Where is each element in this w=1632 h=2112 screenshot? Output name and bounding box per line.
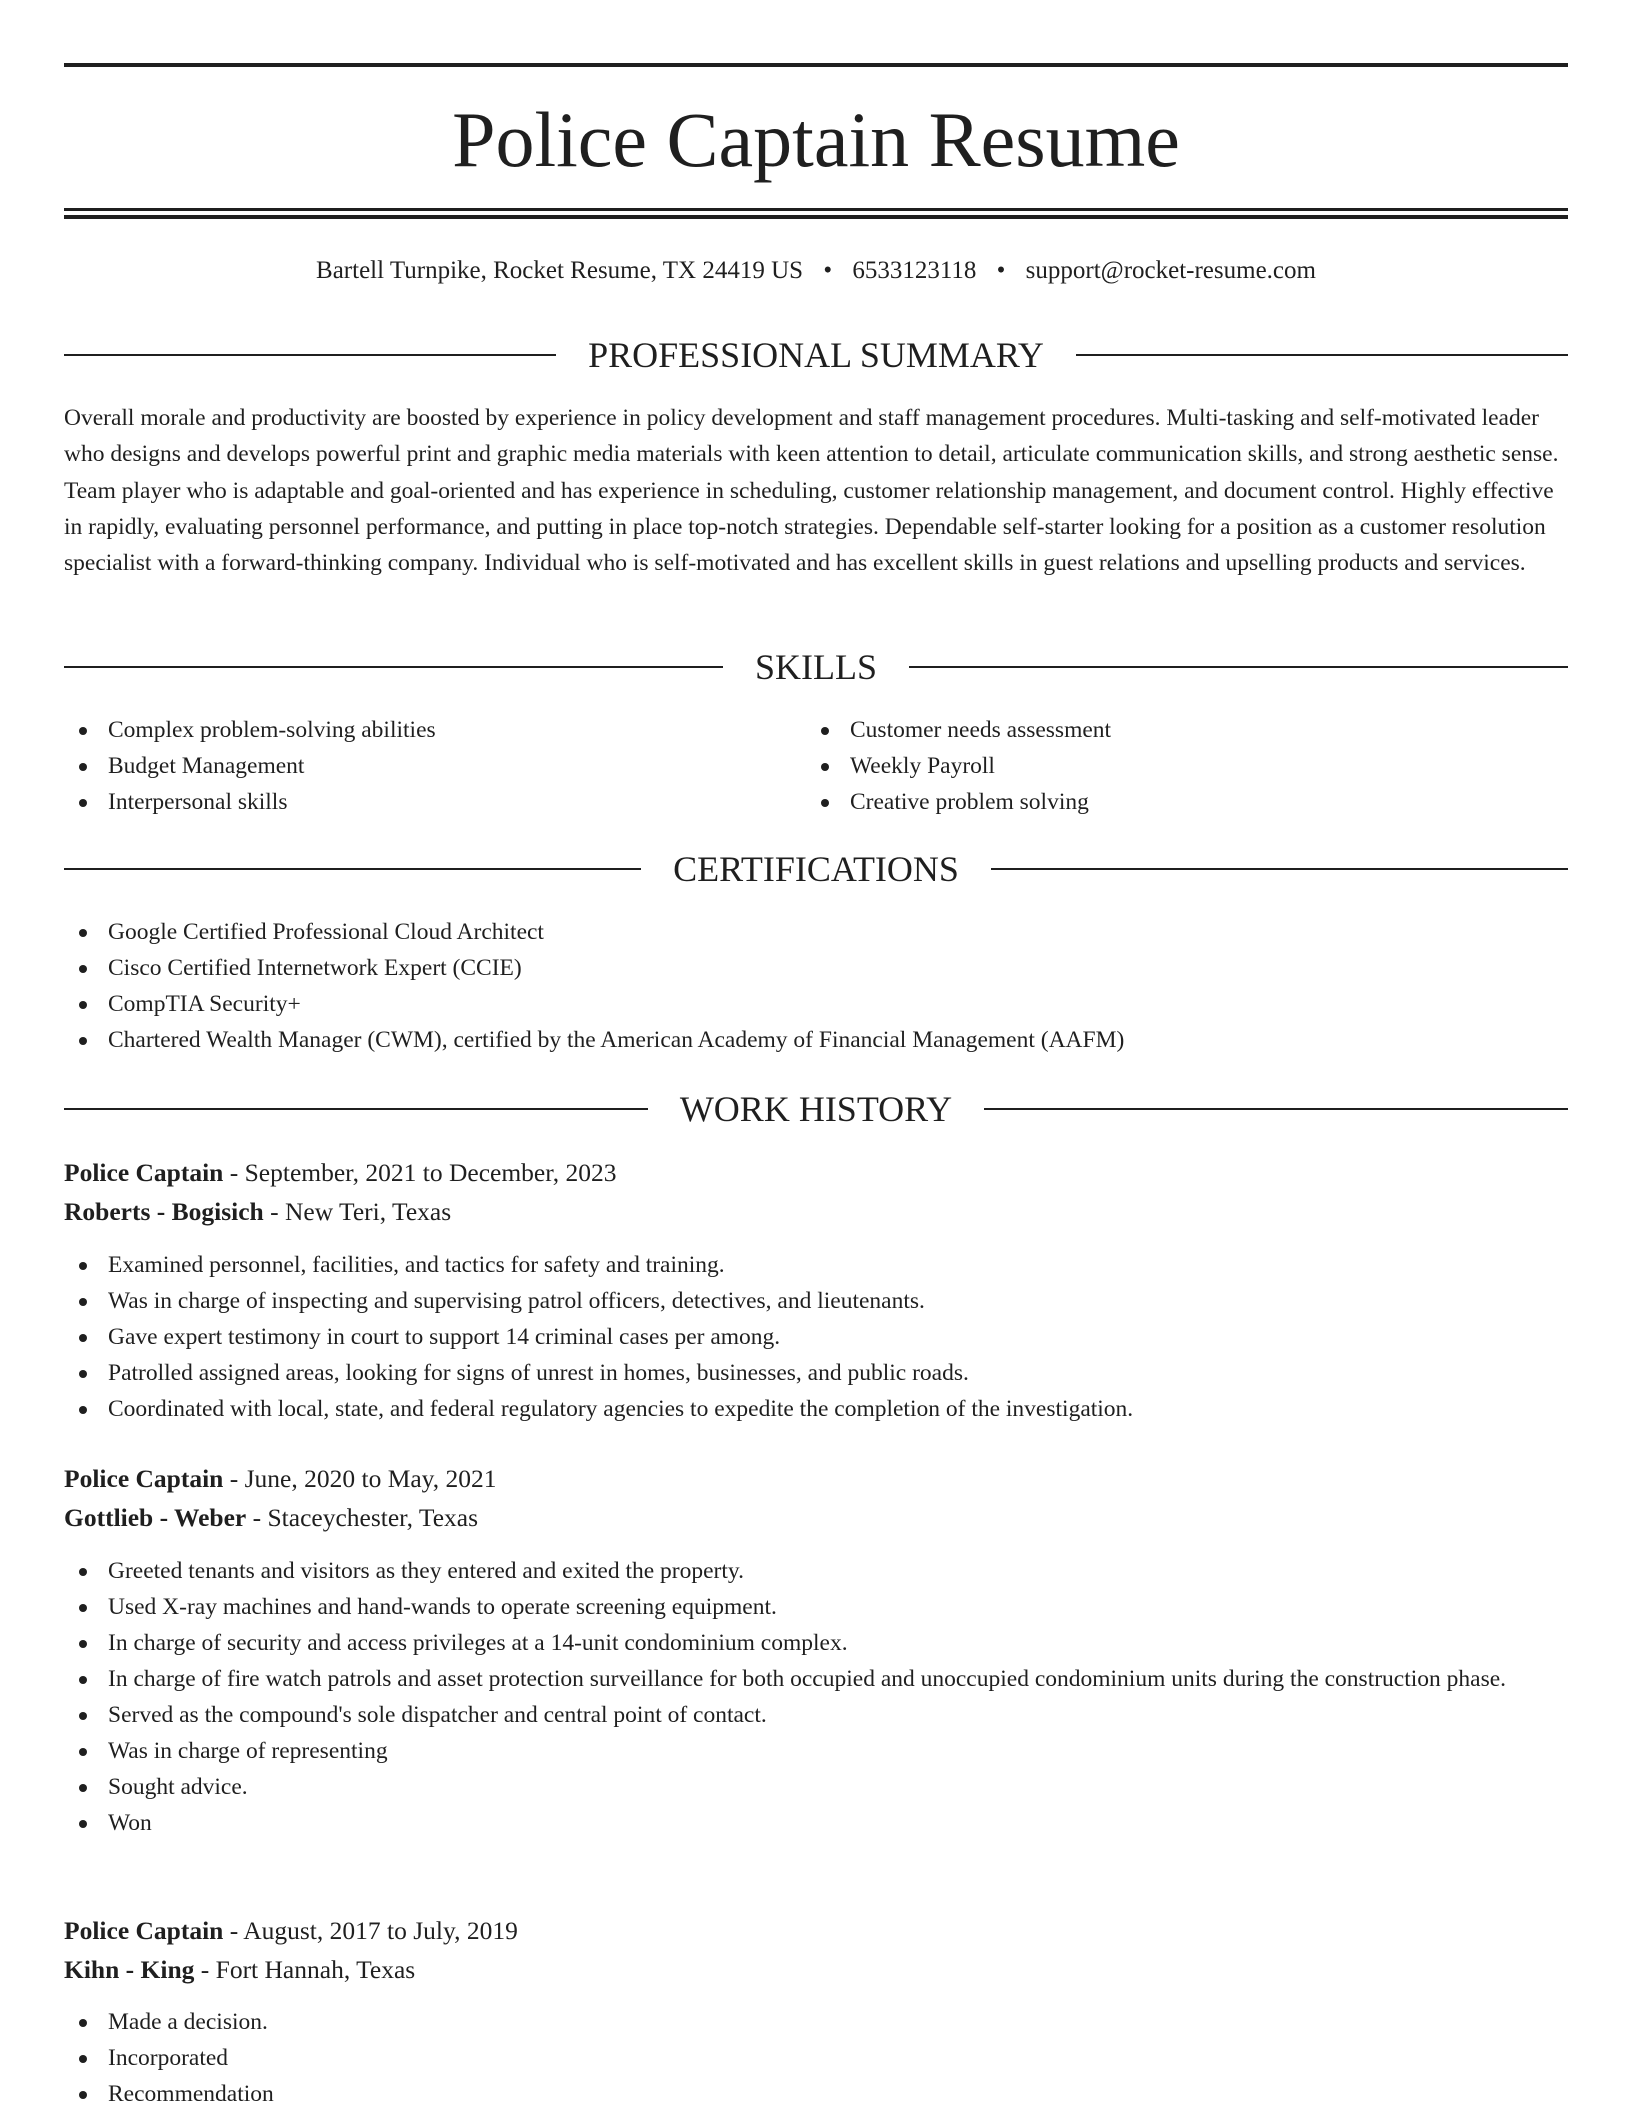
job-entry (64, 1459, 1568, 1537)
job-title-line (64, 1153, 1568, 1192)
heading-rule-right (1076, 354, 1568, 356)
job-company-line (64, 1192, 1568, 1231)
job-entry (64, 1153, 1568, 1231)
section-heading-certifications (64, 847, 1568, 891)
job-title-line (64, 1911, 1568, 1950)
skill-item: Weekly Payroll (806, 748, 1506, 784)
job-company: Kihn - King (64, 1955, 195, 1984)
job-dates: - August, 2017 to July, 2019 (223, 1916, 518, 1945)
separator-dot: • (823, 257, 833, 284)
section-heading-summary (64, 333, 1568, 377)
job-bullet: Made a decision. (64, 2004, 1568, 2040)
contact-line (64, 254, 1568, 288)
skills-list-right (806, 712, 1506, 820)
section-title: WORK HISTORY (679, 1089, 953, 1129)
contact-email: support@rocket-resume.com (1025, 257, 1316, 284)
certifications-list (64, 914, 1568, 1058)
job-bullet: Was in charge of representing (64, 1733, 1568, 1769)
job-title: Police Captain (64, 1158, 224, 1187)
heading-rule-left (64, 666, 723, 668)
contact-address: Bartell Turnpike, Rocket Resume, TX 24419 US (316, 257, 804, 284)
summary-text: Overall morale and productivity are boosted by experience in policy development and staff management procedures. Multi-tasking and self-motivated leader who designs and develops powerful print and graphic media materials with keen attention to detail, articulate communication skills, and strong aesthetic sense. Team player who is adaptable and goal-oriented and has experience in scheduling, customer relationship management, and document control. Highly effective in rapidly, evaluating personnel performance, and putting in place top-notch strategies. Dependable self-starter looking for a position as a customer resolution specialist with a forward-thinking company. Individual who is self-motivated and has excellent skills in guest relations and upselling products and services. (64, 405, 1559, 577)
job-bullet: Recommendation (64, 2076, 1568, 2112)
skill-item: Budget Management (64, 748, 764, 784)
heading-rule-right (984, 1108, 1568, 1110)
heading-rule-right (991, 868, 1568, 870)
section-heading-work-history (64, 1087, 1568, 1131)
job-dates: - June, 2020 to May, 2021 (223, 1464, 497, 1493)
job-bullet: Was in charge of inspecting and supervising patrol officers, detectives, and lieutenants. (64, 1283, 1568, 1319)
skill-item: Complex problem-solving abilities (64, 712, 764, 748)
job-bullets (64, 2004, 1568, 2112)
job-company-line (64, 1498, 1568, 1537)
section-heading-skills (64, 645, 1568, 689)
top-rule (64, 63, 1568, 67)
separator-dot: • (996, 257, 1006, 284)
section-title: PROFESSIONAL SUMMARY (588, 335, 1044, 375)
skill-item: Creative problem solving (806, 784, 1506, 820)
skill-item: Interpersonal skills (64, 784, 764, 820)
section-title: CERTIFICATIONS (673, 849, 959, 889)
job-bullet: Sought advice. (64, 1769, 1568, 1805)
section-title: SKILLS (755, 647, 878, 687)
job-location: - Fort Hannah, Texas (194, 1955, 416, 1984)
job-bullet: Patrolled assigned areas, looking for signs of unrest in homes, businesses, and public roads. (64, 1355, 1568, 1391)
job-company: Roberts - Bogisich (64, 1197, 264, 1226)
job-dates: - September, 2021 to December, 2023 (223, 1158, 617, 1187)
job-bullets (64, 1247, 1568, 1427)
skills-list-left (64, 712, 764, 820)
job-bullet: Incorporated (64, 2040, 1568, 2076)
job-bullet: Won (64, 1805, 1568, 1841)
job-bullets (64, 1553, 1568, 1841)
job-company-line (64, 1950, 1568, 1989)
skill-item: Customer needs assessment (806, 712, 1506, 748)
job-bullet: In charge of fire watch patrols and asset protection surveillance for both occupied and unoccupied condominium units during the construction phase. (64, 1661, 1568, 1697)
contact-phone: 6533123118 (852, 257, 977, 284)
job-bullet: Served as the compound's sole dispatcher and central point of contact. (64, 1697, 1568, 1733)
job-bullet: Used X-ray machines and hand-wands to operate screening equipment. (64, 1589, 1568, 1625)
heading-rule-right (909, 666, 1568, 668)
job-bullet: Gave expert testimony in court to support 14 criminal cases per among. (64, 1319, 1568, 1355)
heading-rule-left (64, 354, 556, 356)
job-location: - Staceychester, Texas (246, 1503, 479, 1532)
heading-rule-left (64, 1108, 648, 1110)
certification-item: CompTIA Security+ (64, 986, 1568, 1022)
job-entry (64, 1911, 1568, 1989)
certification-item: Google Certified Professional Cloud Architect (64, 914, 1568, 950)
job-title: Police Captain (64, 1464, 224, 1493)
job-bullet: Coordinated with local, state, and federal regulatory agencies to expedite the completion of the investigation. (64, 1391, 1568, 1427)
job-location: - New Teri, Texas (263, 1197, 452, 1226)
heading-rule-left (64, 868, 641, 870)
title-double-rule (64, 208, 1568, 219)
job-company: Gottlieb - Weber (64, 1503, 247, 1532)
job-bullet: In charge of security and access privileges at a 14-unit condominium complex. (64, 1625, 1568, 1661)
certification-item: Chartered Wealth Manager (CWM), certified by the American Academy of Financial Management (AAFM) (64, 1022, 1568, 1058)
job-title: Police Captain (64, 1916, 224, 1945)
page-title: Police Captain Resume (452, 96, 1180, 183)
certification-item: Cisco Certified Internetwork Expert (CCIE) (64, 950, 1568, 986)
job-title-line (64, 1459, 1568, 1498)
job-bullet: Greeted tenants and visitors as they entered and exited the property. (64, 1553, 1568, 1589)
job-bullet: Examined personnel, facilities, and tactics for safety and training. (64, 1247, 1568, 1283)
